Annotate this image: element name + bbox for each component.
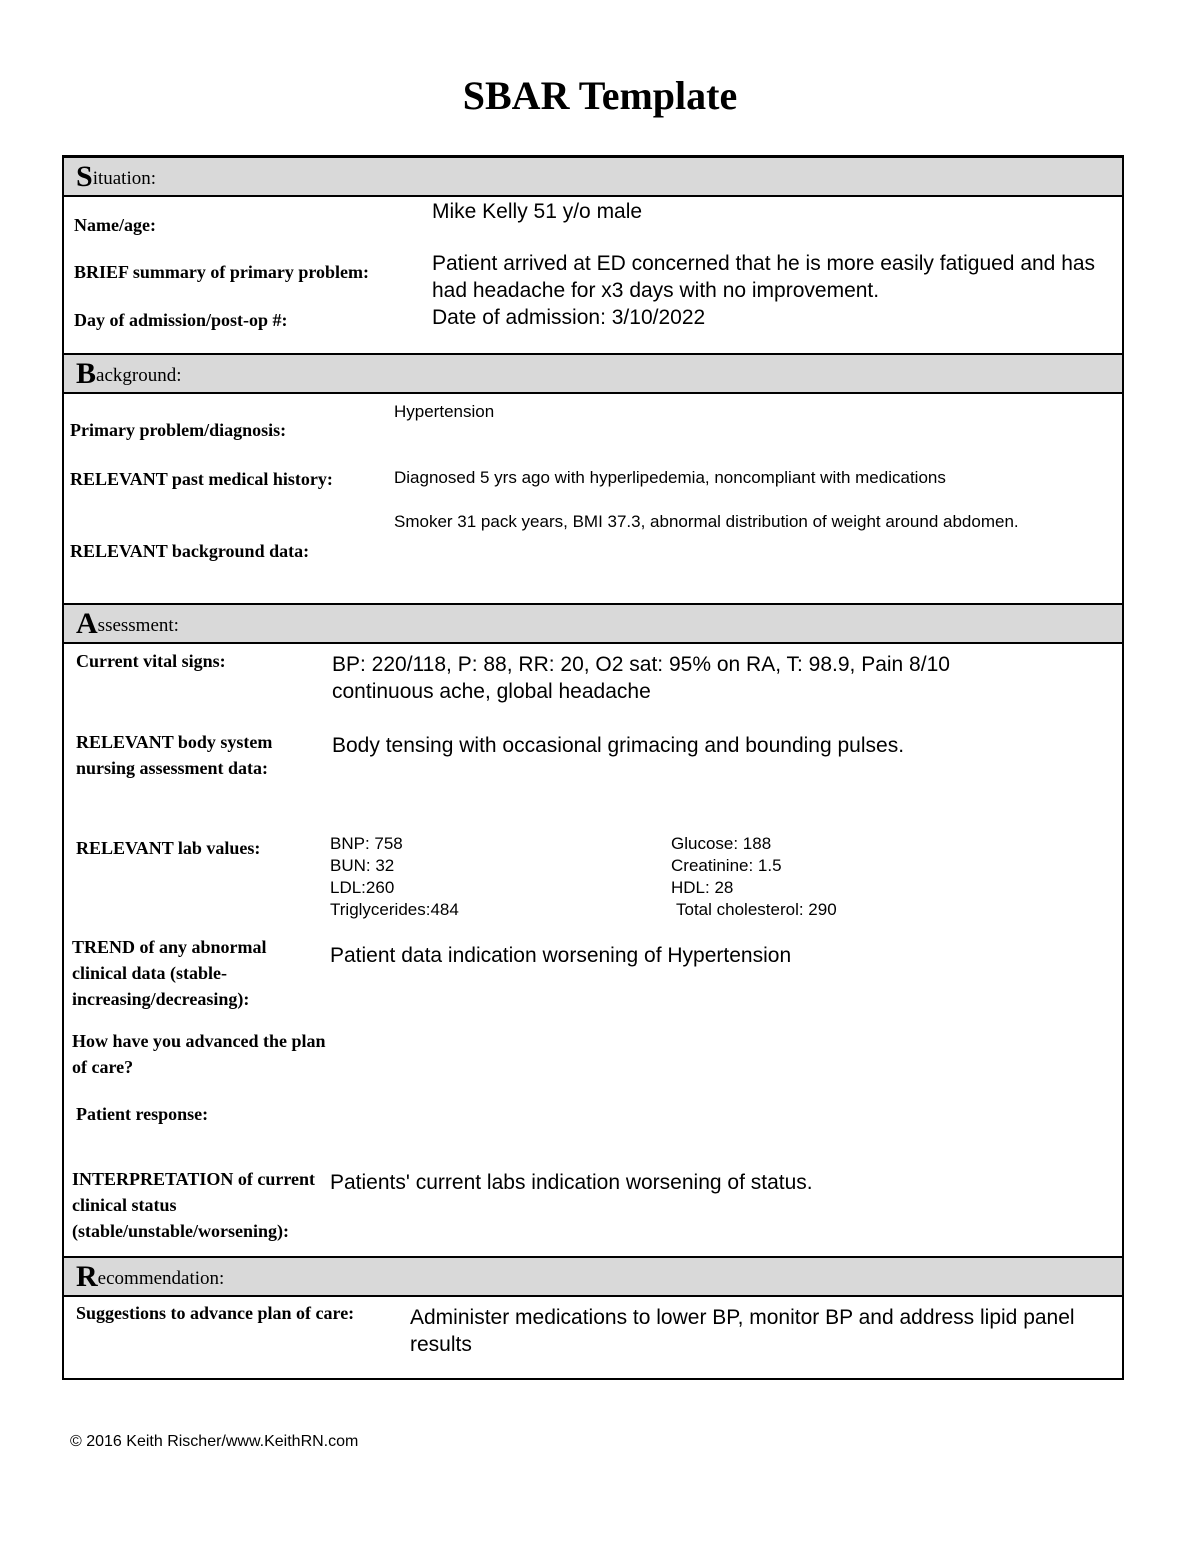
copyright-footer: © 2016 Keith Rischer/www.KeithRN.com xyxy=(70,1433,359,1450)
interpretation-label: INTERPRETATION of current clinical status (stable/unstable/worsening): xyxy=(72,1169,315,1241)
section-header-recommendation xyxy=(64,1256,1122,1297)
assessment-heading: ssessment: xyxy=(97,615,179,636)
lab-hdl: HDL: 28 xyxy=(671,878,734,897)
recommendation-heading: ecommendation: xyxy=(97,1268,225,1289)
background-data-value: Smoker 31 pack years, BMI 37.3, abnormal distribution of weight around abdomen. xyxy=(394,512,1019,531)
day-of-admission-value: Date of admission: 3/10/2022 xyxy=(432,306,706,329)
primary-problem-label: Primary problem/diagnosis: xyxy=(70,420,287,440)
background-heading: ackground: xyxy=(96,365,182,386)
assessment-initial: A xyxy=(76,607,98,640)
patient-response-label: Patient response: xyxy=(76,1104,209,1124)
section-header-situation xyxy=(64,156,1122,197)
lab-bun: BUN: 32 xyxy=(330,856,395,875)
page-title: SBAR Template xyxy=(462,73,738,118)
lab-values-right xyxy=(671,833,837,921)
interpretation-value: Patients' current labs indication worsening of status. xyxy=(330,1171,813,1194)
lab-ldl: LDL:260 xyxy=(330,878,395,897)
suggestions-label: Suggestions to advance plan of care: xyxy=(76,1303,355,1323)
lab-triglycerides: Triglycerides:484 xyxy=(330,900,459,919)
name-age-label: Name/age: xyxy=(74,215,156,235)
body-system-label: RELEVANT body system nursing assessment data: xyxy=(76,732,273,778)
section-header-assessment xyxy=(64,603,1122,644)
day-of-admission-label: Day of admission/post-op #: xyxy=(74,310,288,330)
advanced-plan-label: How have you advanced the plan of care? xyxy=(72,1031,326,1077)
vital-signs-label: Current vital signs: xyxy=(76,651,226,671)
suggestions-value: Administer medications to lower BP, monitor BP and address lipid panel results xyxy=(410,1306,1075,1356)
vital-signs-value: BP: 220/118, P: 88, RR: 20, O2 sat: 95% on RA, T: 98.9, Pain 8/10 continuous ache, global headache xyxy=(332,653,950,703)
past-history-label: RELEVANT past medical history: xyxy=(70,469,333,489)
situation-initial: S xyxy=(76,160,93,193)
background-initial: B xyxy=(76,357,97,390)
trend-value: Patient data indication worsening of Hypertension xyxy=(330,944,792,967)
section-header-background xyxy=(64,353,1122,394)
lab-bnp: BNP: 758 xyxy=(330,834,403,853)
brief-summary-value: Patient arrived at ED concerned that he is more easily fatigued and has had headache for x3 days with no improvement. xyxy=(432,252,1096,302)
background-data-label: RELEVANT background data: xyxy=(70,541,310,561)
lab-glucose: Glucose: 188 xyxy=(671,834,772,853)
brief-summary-label: BRIEF summary of primary problem: xyxy=(74,262,369,282)
name-age-value: Mike Kelly 51 y/o male xyxy=(432,200,643,223)
lab-total-cholesterol: Total cholesterol: 290 xyxy=(676,900,837,919)
situation-heading: ituation: xyxy=(92,168,157,189)
primary-problem-value: Hypertension xyxy=(394,402,495,421)
past-history-value: Diagnosed 5 yrs ago with hyperlipedemia, noncompliant with medications xyxy=(394,468,946,487)
lab-values-left xyxy=(330,833,459,921)
recommendation-initial: R xyxy=(76,1260,98,1293)
trend-label: TREND of any abnormal clinical data (stable-increasing/decreasing): xyxy=(72,937,267,1009)
body-system-value: Body tensing with occasional grimacing and bounding pulses. xyxy=(332,734,905,757)
lab-values-label: RELEVANT lab values: xyxy=(76,838,261,858)
lab-creatinine: Creatinine: 1.5 xyxy=(671,856,782,875)
